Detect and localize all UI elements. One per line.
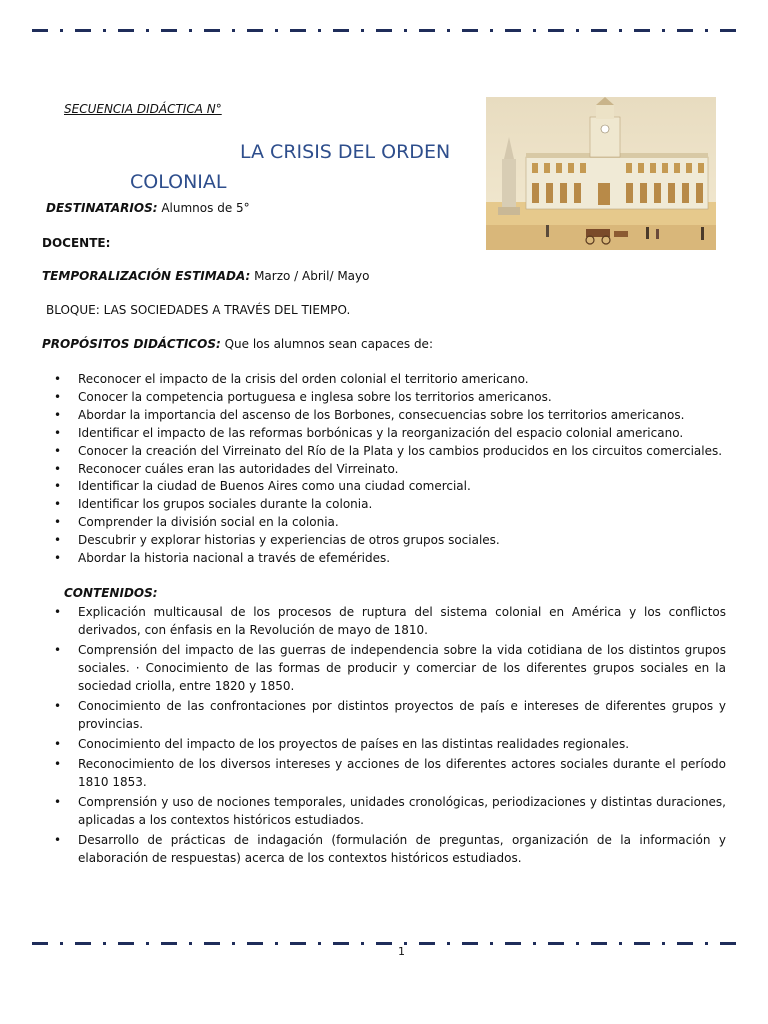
page-number: 1 [398, 945, 405, 958]
list-item: • Reconocimiento de los diversos intereses y acciones de los diferentes actores sociales durante el período 1810 1853. [54, 755, 726, 791]
list-item: • Desarrollo de prácticas de indagación (formulación de preguntas, organización de la información y elaboración de respuestas) acerca de los contextos históricos estudiados. [54, 831, 726, 867]
list-item: • Identificar el impacto de las reformas borbónicas y la reorganización del espacio colonial americano. [54, 425, 744, 443]
sequence-label: SECUENCIA DIDÁCTICA N° [64, 102, 222, 116]
contents-list [54, 603, 726, 869]
cabildo-illustration [486, 97, 716, 250]
bloque-line: BLOQUE: LAS SOCIEDADES A TRAVÉS DEL TIEMPO. [46, 303, 351, 317]
bottom-dashed-rule [32, 942, 737, 945]
list-item: • Identificar los grupos sociales durante la colonia. [54, 496, 744, 514]
list-item: • Reconocer cuáles eran las autoridades del Virreinato. [54, 461, 744, 479]
purposes-list [54, 371, 744, 568]
list-item: • Comprensión y uso de nociones temporales, unidades cronológicas, periodizaciones y distintas duraciones, aplicadas a los contextos históricos estudiados. [54, 793, 726, 829]
temporalizacion-label: TEMPORALIZACIÓN ESTIMADA: [42, 269, 251, 283]
page-title-line1: LA CRISIS DEL ORDEN [240, 141, 451, 163]
list-item: • Comprensión del impacto de las guerras de independencia sobre la vida cotidiana de los distintos grupos sociales. · Conocimiento de las formas de producir y comerciar de los diferentes grupos sociales en la sociedad criolla, entre 1820 y 1850. [54, 641, 726, 695]
propositos-value: Que los alumnos sean capaces de: [220, 337, 433, 351]
destinatarios-value: Alumnos de 5° [157, 201, 250, 215]
list-item: • Abordar la importancia del ascenso de los Borbones, consecuencias sobre los territorios americanos. [54, 407, 744, 425]
temporalizacion-line [42, 269, 369, 283]
docente-label: DOCENTE: [42, 236, 111, 250]
list-item: • Explicación multicausal de los procesos de ruptura del sistema colonial en América y los conflictos derivados, con énfasis en la Revolución de mayo de 1810. [54, 603, 726, 639]
list-item: • Conocer la creación del Virreinato del Río de la Plata y los cambios producidos en los circuitos comerciales. [54, 443, 744, 461]
list-item: • Abordar la historia nacional a través de efemérides. [54, 550, 744, 568]
list-item: • Reconocer el impacto de la crisis del orden colonial el territorio americano. [54, 371, 744, 389]
list-item: • Descubrir y explorar historias y experiencias de otros grupos sociales. [54, 532, 744, 550]
propositos-line [42, 337, 433, 351]
destinatarios-label: DESTINATARIOS: [46, 201, 158, 215]
list-item: • Conocer la competencia portuguesa e inglesa sobre los territorios americanos. [54, 389, 744, 407]
list-item: • Conocimiento de las confrontaciones por distintos proyectos de país e intereses de diferentes grupos y provincias. [54, 697, 726, 733]
top-dashed-rule [32, 29, 737, 32]
list-item: • Conocimiento del impacto de los proyectos de países en las distintas realidades regionales. [54, 735, 726, 753]
contents-heading: CONTENIDOS: [64, 586, 158, 600]
page-title-line2: COLONIAL [130, 171, 227, 193]
temporalizacion-value: Marzo / Abril/ Mayo [250, 269, 370, 283]
destinatarios-line [46, 201, 250, 215]
propositos-label: PROPÓSITOS DIDÁCTICOS: [42, 337, 221, 351]
list-item: • Identificar la ciudad de Buenos Aires como una ciudad comercial. [54, 478, 744, 496]
list-item: • Comprender la división social en la colonia. [54, 514, 744, 532]
